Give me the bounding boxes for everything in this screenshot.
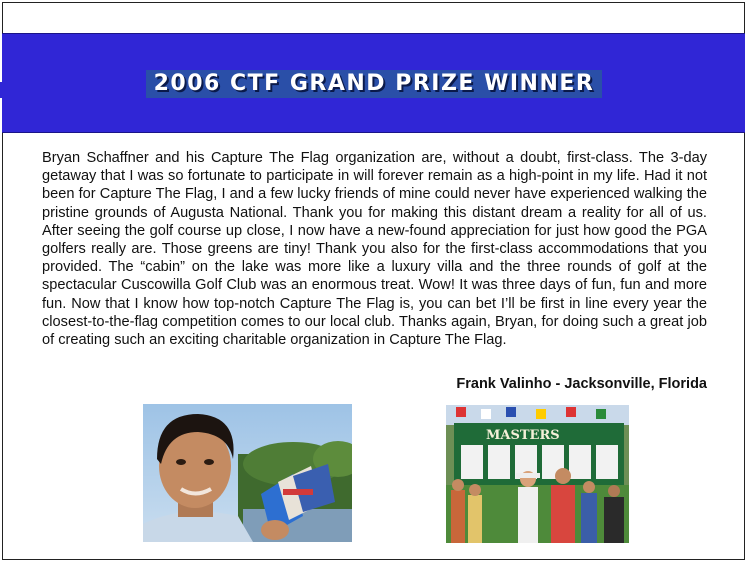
page-title: 2006 CTF GRAND PRIZE WINNER	[146, 70, 603, 98]
testimonial-text: Bryan Schaffner and his Capture The Flag organization are, without a doubt, first-class. The 3-day getaway that I was so fortunate to participate in will forever remain as a high-point in my life. Had it not been for Capture The Flag, I and a few lucky friends of mine could never have experienced walking the pristine grounds of Augusta National. Thank you for making this distant dream a reality for all of us. After seeing the golf course up close, I now have a new-found appreciation for just how good the PGA golfers really are. Those greens are tiny! Thank you also for the first-class accommodations that you provided. The “cabin” on the lake was more like a luxury villa and the three rounds of golf at the spectacular Cuscowilla Golf Club was an enormous treat. Wow! It was three days of fun, fun and more fun. Now that I know how top-notch Capture The Flag is, you can bet I’ll be first in line every year the closest-to-the-flag competition comes to our local club. Thanks again, Bryan, for doing such a great job of creating such an exciting charitable organization in Capture The Flag.	[42, 150, 707, 349]
masters-group-photo	[446, 405, 629, 543]
portrait-photo-icon	[143, 404, 352, 542]
title-wrap	[0, 70, 748, 98]
masters-sign-text: MASTERS	[486, 428, 560, 443]
testimonial-signature: Frank Valinho - Jacksonville, Florida	[456, 376, 707, 392]
masters-scoreboard-photo-icon	[446, 405, 629, 543]
winner-portrait-photo	[143, 404, 352, 542]
